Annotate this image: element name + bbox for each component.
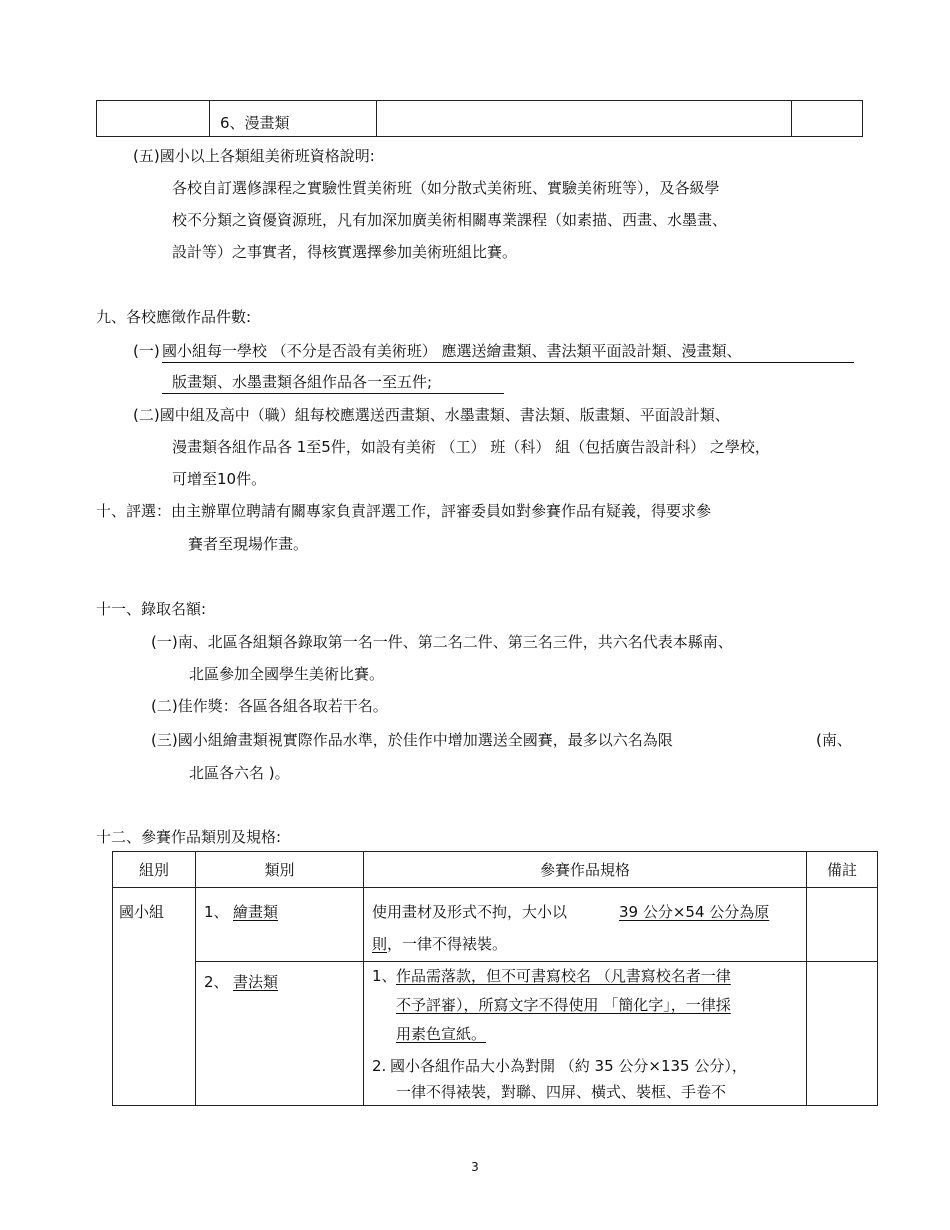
- col-header-group: 組別: [113, 852, 196, 888]
- top-table-cell-spec: [377, 101, 792, 137]
- section5-line: 各校自訂選修課程之實驗性質美術班（如分散式美術班、實驗美術班等），及各級學: [172, 179, 720, 197]
- top-table-cell-note: [792, 101, 863, 137]
- underline: [162, 393, 504, 394]
- section9-item2-line1: (二)國中組及高中（職）組每校應選送西畫類、水墨畫類、書法類、版畫類、平面設計類、: [133, 406, 730, 424]
- section5-heading: (五)國小以上各類組美術班資格說明:: [133, 147, 375, 165]
- section11-heading: 十一、錄取名額:: [96, 600, 207, 618]
- section9-item2-line2: 漫畫類各組作品各 1至5件，如設有美術 （工） 班（科） 組（包括廣告設計科） 之學校，: [172, 438, 770, 456]
- section9-item2-line3: 可增至10件。: [172, 470, 267, 488]
- spec-cell: [364, 888, 807, 962]
- col-header-note: 備註: [807, 852, 878, 888]
- underline: [162, 362, 854, 363]
- spec-table: [112, 851, 878, 1106]
- group-label: 國小組: [119, 903, 165, 921]
- spec-text: 則: [372, 935, 388, 953]
- section9-heading: 九、各校應徵作品件數:: [96, 308, 252, 326]
- category-name: 書法類: [233, 973, 279, 991]
- section11-item3-line2: 北區各六名 )。: [189, 764, 290, 782]
- col-header-spec: 參賽作品規格: [364, 852, 807, 888]
- spec-text: ，一律不得裱裝。: [387, 935, 508, 953]
- spec-cell: [364, 962, 807, 1106]
- section11-item2: (二)佳作獎：各區各組各取若干名。: [151, 697, 388, 715]
- section9-item1-line1: 國小組每一學校 （不分是否設有美術班） 應選送繪畫類、書法類平面設計類、漫畫類、: [162, 342, 742, 360]
- spec-text: 用素色宣紙。: [396, 1025, 487, 1043]
- note-cell: [807, 888, 878, 962]
- section9-item1-line2: 版畫類、水墨畫類各組作品各一至五件;: [172, 373, 433, 391]
- note-cell: [807, 962, 878, 1106]
- spec-text: 一律不得裱裝，對聯、四屏、橫式、裝框、手卷不: [396, 1083, 727, 1101]
- top-table-cell-empty: [97, 101, 210, 137]
- col-header-category: 類別: [196, 852, 364, 888]
- section11-item3-tail: (南、: [816, 731, 852, 749]
- table-row: [113, 888, 878, 962]
- table-row: [113, 962, 878, 1106]
- category-number: 1、: [204, 903, 229, 921]
- top-table-item-text: 6、漫畫類: [220, 114, 290, 132]
- section11-item1-line1: (一)南、北區各組類各錄取第一名一件、第二名二件、第三名三件，共六名代表本縣南、: [151, 633, 733, 651]
- section5-line: 設計等）之事實者，得核實選擇參加美術班組比賽。: [172, 243, 518, 261]
- spec-text: 作品需落款，但不可書寫校名 （凡書寫校名者一律: [396, 967, 731, 985]
- section9-item1-label: (一): [133, 342, 160, 360]
- page-number: 3: [471, 1160, 479, 1174]
- spec-item-number: 2.: [372, 1057, 387, 1075]
- section10-line2: 賽者至現場作畫。: [188, 535, 309, 553]
- spec-text: 使用畫材及形式不拘，大小以: [372, 903, 568, 921]
- spec-text: 不予評審），所寫文字不得使用 「簡化字」，一律採: [396, 996, 731, 1014]
- spec-item-number: 1、: [372, 967, 397, 985]
- spec-text: 國小各組作品大小為對開 （約 35 公分×135 公分），: [390, 1057, 747, 1075]
- spec-size: 39 公分×54 公分為原: [619, 903, 770, 921]
- section5-line: 校不分類之資優資源班，凡有加深加廣美術相關專業課程（如素描、西畫、水墨畫、: [172, 211, 728, 229]
- category-cell: [196, 888, 364, 962]
- section11-item1-line2: 北區參加全國學生美術比賽。: [189, 665, 385, 683]
- spec-table-header-row: [113, 852, 878, 888]
- group-cell: [113, 888, 196, 1106]
- category-name: 繪畫類: [233, 903, 279, 921]
- section11-item3-line1: (三)國小組繪畫類視實際作品水準，於佳作中增加選送全國賽，最多以六名為限: [151, 731, 673, 749]
- top-table-cell-item: [210, 101, 377, 137]
- category-cell: [196, 962, 364, 1106]
- top-table: [96, 100, 863, 137]
- category-number: 2、: [204, 973, 229, 991]
- section12-heading: 十二、參賽作品類別及規格:: [96, 828, 282, 846]
- section10-line1: 十、評選：由主辦單位聘請有關專家負責評選工作，評審委員如對參賽作品有疑義，得要求參: [96, 502, 712, 520]
